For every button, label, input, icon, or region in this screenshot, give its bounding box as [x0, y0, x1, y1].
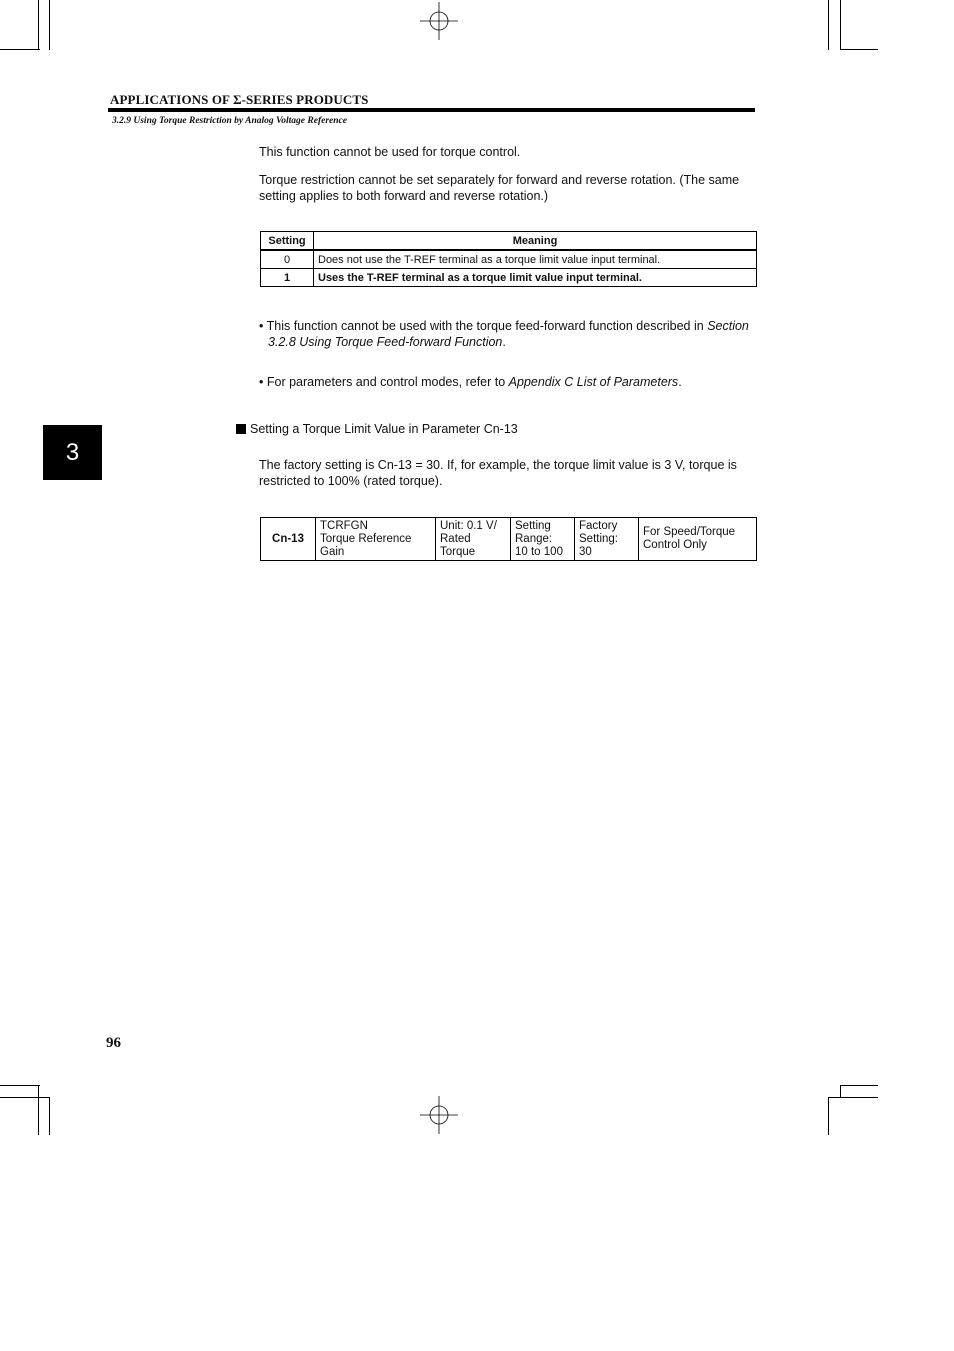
meaning-cell: Uses the T-REF terminal as a torque limit value input terminal. [314, 269, 757, 287]
square-bullet-icon [236, 424, 246, 434]
running-header-subsection: 3.2.9 Using Torque Restriction by Analog Voltage Reference [112, 116, 347, 126]
crop-mark [0, 1085, 40, 1086]
table-row [261, 518, 757, 561]
running-header-title: APPLICATIONS OF Σ-SERIES PRODUCTS [110, 92, 369, 107]
parameter-range [511, 518, 575, 561]
cross-reference: Section [707, 319, 749, 333]
note-text: For parameters and control modes, refer to [266, 375, 509, 389]
parameter-control-mode [639, 518, 757, 561]
meaning-cell: Does not use the T-REF terminal as a torque limit value input terminal. [314, 250, 757, 269]
parameter-factory-setting [575, 518, 639, 561]
column-header-meaning: Meaning [314, 232, 757, 251]
parameter-unit [436, 518, 511, 561]
mode-line: For Speed/Torque [643, 526, 736, 538]
note-parameters [259, 374, 759, 390]
parameter-code: Cn-13 [261, 518, 316, 561]
column-header-setting: Setting [261, 232, 314, 251]
parameter-table [260, 517, 757, 561]
cross-reference: 3.2.8 Using Torque Feed-forward Function [268, 335, 503, 349]
note-end: . [502, 335, 506, 349]
crop-mark [840, 1085, 841, 1097]
table-row [261, 250, 757, 269]
unit-line: Torque [440, 545, 476, 558]
section-heading-text: Setting a Torque Limit Value in Parameter Cn-13 [250, 422, 518, 436]
crop-mark [38, 0, 39, 50]
table-header-row [261, 232, 757, 251]
header-rule [108, 108, 755, 112]
note-text: This function cannot be used with the torque feed-forward function described in [266, 319, 708, 333]
registration-mark [420, 1096, 460, 1136]
unit-line: Unit: 0.1 V/ [440, 519, 497, 532]
note-end: . [678, 375, 682, 389]
crop-mark [828, 1097, 829, 1135]
name-line: Torque Reference [320, 532, 412, 545]
cross-reference: Appendix C List of Parameters [508, 375, 679, 389]
section-heading [236, 422, 518, 436]
range-line: Setting [515, 519, 551, 532]
crop-mark [828, 1097, 878, 1098]
crop-mark [38, 1085, 39, 1135]
setting-cell: 1 [261, 269, 314, 287]
crop-mark [49, 1097, 50, 1135]
chapter-tab: 3 [43, 425, 102, 480]
bullet-mark: • [259, 375, 264, 389]
table-row [261, 269, 757, 287]
crop-mark [840, 0, 841, 50]
note-feed-forward [259, 318, 759, 350]
factory-line: Factory [579, 519, 618, 532]
crop-mark [828, 0, 829, 50]
setting-cell: 0 [261, 250, 314, 269]
parameter-name [316, 518, 436, 561]
registration-mark [420, 2, 460, 42]
crop-mark [840, 49, 878, 50]
factory-line: 30 [579, 545, 592, 558]
paragraph-factory-setting: The factory setting is Cn-13 = 30. If, for example, the torque limit value is 3 V, torque is restricted to 100% (rated torque). [259, 458, 737, 488]
bullet-mark: • [259, 319, 264, 333]
crop-mark [0, 49, 40, 50]
range-line: Range: [515, 532, 553, 545]
range-line: 10 to 100 [515, 545, 563, 558]
paragraph-torque-restriction: Torque restriction cannot be set separately for forward and reverse rotation. (The same setting applies to both forward and reverse rotation.) [259, 173, 740, 203]
settings-table [260, 231, 757, 287]
crop-mark [49, 0, 50, 50]
crop-mark [0, 1097, 50, 1098]
crop-mark [840, 1085, 878, 1086]
unit-line: Rated [440, 532, 471, 545]
page-number: 96 [106, 1035, 121, 1051]
mode-line: Control Only [643, 539, 707, 551]
paragraph-torque-control: This function cannot be used for torque control. [259, 145, 521, 159]
name-line: TCRFGN [320, 519, 368, 532]
name-line: Gain [320, 545, 345, 558]
factory-line: Setting: [579, 532, 618, 545]
